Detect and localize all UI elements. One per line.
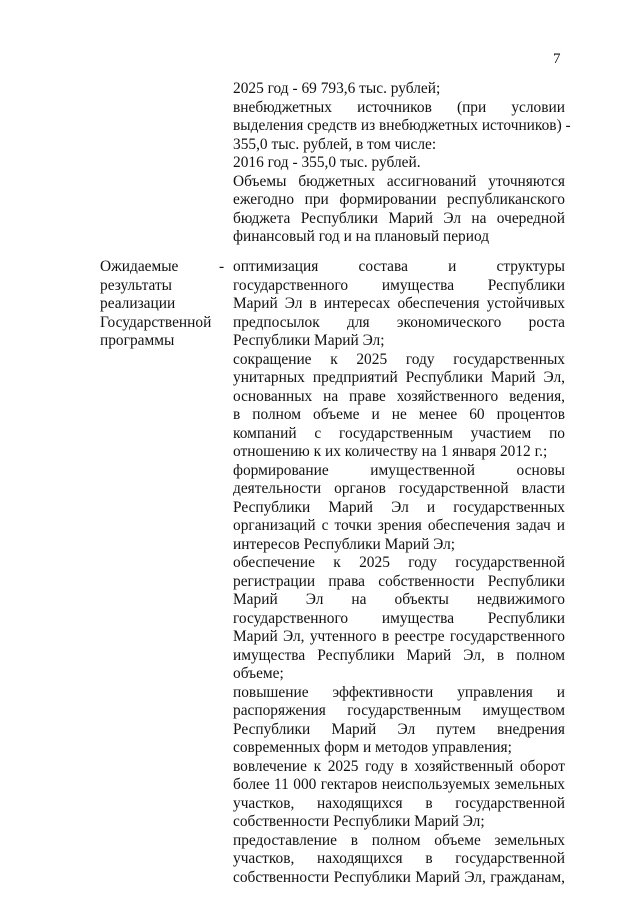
- text-line: Республики Марий Эл;: [233, 332, 385, 349]
- text-line: результаты: [100, 276, 173, 294]
- text-line: современных форм и методов управления;: [233, 739, 512, 756]
- text-line: Ожидаемые: [100, 258, 179, 275]
- text-line: предоставление в полном объеме земельных: [233, 831, 565, 849]
- text-line: государственного имущества Республики: [233, 276, 565, 294]
- text-line: 355,0 тыс. рублей, в том числе:: [233, 135, 437, 153]
- text-line: ежегодно при формировании республиканского: [233, 191, 565, 208]
- text-line: 2025 год - 69 793,6 тыс. рублей;: [233, 80, 441, 97]
- text-line: Республики Марий Эл и государственных: [233, 498, 565, 516]
- label-dash: -: [219, 258, 225, 275]
- text-line: 2016 год - 355,0 тыс. рублей.: [233, 154, 421, 171]
- text-line: программы: [100, 332, 175, 349]
- text-line: предпосылок для экономического роста: [233, 313, 565, 331]
- text-line: бюджета Республики Марий Эл на очередной: [233, 209, 565, 227]
- text-line: повышение эффективности управления и: [233, 683, 565, 701]
- text-line: в полном объеме и не менее 60 процентов: [233, 406, 565, 423]
- text-line: Республики Марий Эл путем внедрения: [233, 720, 565, 738]
- text-line: Марий Эл, учтенного в реестре государственного: [233, 628, 565, 645]
- text-line: участков, находящихся в государственной: [233, 850, 565, 867]
- text-line: собственности Республики Марий Эл, гражданам,: [233, 868, 565, 886]
- text-line: выделения средств из внебюджетных источников) -: [233, 117, 571, 134]
- text-line: основанных на праве хозяйственного ведения,: [233, 387, 565, 405]
- text-line: более 11 000 гектаров неиспользуемых земельных: [233, 776, 565, 793]
- text-line: обеспечение к 2025 году государственной: [233, 554, 565, 571]
- text-line: Государственной: [100, 313, 212, 331]
- text-line: собственности Республики Марий Эл;: [233, 813, 485, 830]
- text-line: деятельности органов государственной власти: [233, 480, 565, 497]
- expected-results-text-block: [233, 258, 565, 887]
- text-line: государственного имущества Республики: [233, 609, 565, 627]
- text-line: Марий Эл на объекты недвижимого: [233, 591, 565, 608]
- page-number: 7: [553, 51, 561, 67]
- text-line: Объемы бюджетных ассигнований уточняются: [233, 172, 565, 190]
- text-line: организаций с точки зрения обеспечения задач и: [233, 517, 565, 534]
- text-line: реализации: [100, 295, 176, 312]
- funding-text-block: [233, 80, 571, 247]
- text-line: сокращение к 2025 году государственных: [233, 350, 565, 368]
- text-line: финансовый год и на плановый период: [233, 228, 490, 245]
- text-line: вовлечение к 2025 году в хозяйственный оборот: [233, 757, 565, 775]
- text-line: распоряжения государственным имуществом: [233, 702, 565, 719]
- text-line: регистрации права собственности Республики: [233, 572, 565, 590]
- text-line: имущества Республики Марий Эл, в полном: [233, 646, 565, 664]
- text-line: объеме;: [233, 665, 284, 682]
- text-line: отношению к их количеству на 1 января 2012 г.;: [233, 443, 548, 460]
- text-line: формирование имущественной основы: [233, 461, 565, 479]
- text-line: интересов Республики Марий Эл;: [233, 535, 456, 553]
- expected-results-label: [100, 258, 226, 351]
- text-line: оптимизация состава и структуры: [233, 258, 565, 275]
- text-line: внебюджетных источников (при условии: [233, 98, 565, 116]
- text-line: компаний с государственным участием по: [233, 424, 565, 442]
- text-line: участков, находящихся в государственной: [233, 794, 565, 812]
- text-line: Марий Эл в интересах обеспечения устойчивых: [233, 295, 565, 312]
- text-line: унитарных предприятий Республики Марий Эл,: [233, 369, 565, 386]
